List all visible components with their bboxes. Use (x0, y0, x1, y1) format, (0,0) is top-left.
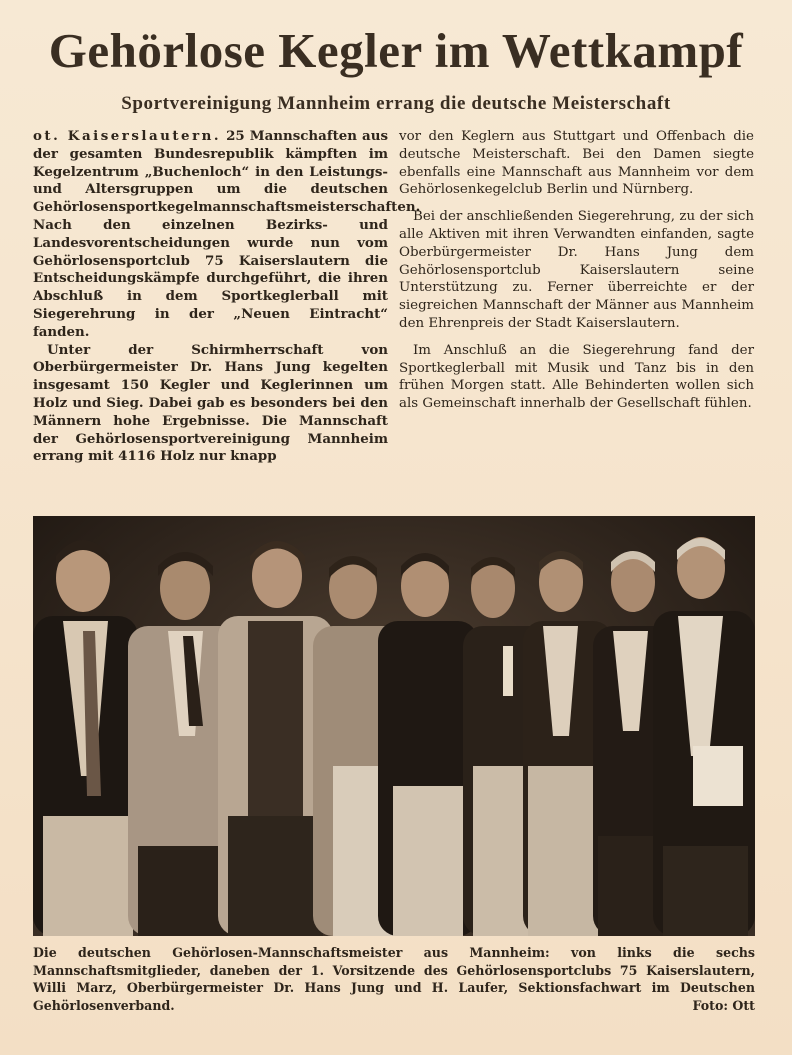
paragraph-5: Im Anschluß an die Siegerehrung fand der Sportkeglerball mit Musik und Tanz bis in den frühen Morgen statt. Alle Behinderten wollen sich als Gemeinschaft innerhalb der Gesellschaft fühlen. (399, 342, 754, 412)
photo-caption (33, 944, 755, 1014)
caption-text: Die deutschen Gehörlosen-Mannschaftsmeister aus Mannheim: von links die sechs Mannschaftsmitglieder, daneben der 1. Vorsitzende des Gehörlosensportclubs 75 Kaiserslautern, Willi Marz, Oberbürgermeister Dr. Hans Jung und H. Laufer, Sektionsfachwart im Deutschen Gehörlosenverband. (33, 945, 755, 1013)
paragraph-2: Unter der Schirmherrschaft von Oberbürgermeister Dr. Hans Jung kegelten insgesamt 150 Kegler und Keglerinnen um Holz und Sieg. Dabei gab es besonders bei den Männern hohe Ergebnisse. Die Mannschaft der Gehörlosensportvereinigung Mannheim errang mit 4116 Holz nur knapp (33, 341, 388, 465)
subheadline: Sportvereinigung Mannheim errang die deutsche Meisterschaft (121, 93, 671, 114)
article-column-left (33, 128, 421, 466)
paragraph-4: Bei der anschließenden Siegerehrung, zu der sich alle Aktiven mit ihren Verwandten einfanden, sagte Oberbürgermeister Dr. Hans Jung dem Gehörlosensportclub Kaiserslautern seine Unterstützung zu. Ferner überreichte er der siegreichen Mannschaft der Männer aus Mannheim den Ehrenpreis der Stadt Kaiserslautern. (399, 209, 754, 331)
paragraph-1-text: 25 Mannschaften aus der gesamten Bundesrepublik kämpften im Kegelzentrum „Buchenloch“ in den Leistungs- und Altersgruppen um die deutschen Gehörlosensportkegelmannschaftsmeisterschaften. Nach den einzelnen Bezirks- und Landesvorentscheidungen wurde nun vom Gehörlosensportclub 75 Kaiserslautern die Entscheidungskämpfe durchgeführt, die ihren Abschluß in dem Sportkeglerball mit Siegerehrung in der „Neuen Eintracht“ fanden. (33, 128, 421, 340)
paragraph-3: vor den Keglern aus Stuttgart und Offenbach die deutsche Meisterschaft. Bei den Damen siegte ebenfalls eine Mannschaft aus Mannheim vor dem Gehörlosenkegelclub Berlin und Nürnberg. (399, 129, 754, 198)
team-photo (33, 516, 755, 936)
photo-credit: Foto: Ott (692, 997, 755, 1013)
paragraph-1 (33, 128, 421, 342)
headline: Gehörlose Kegler im Wettkampf (48, 23, 744, 78)
dateline: ot. Kaiserslautern. (33, 128, 222, 144)
article-column-right (399, 128, 754, 413)
